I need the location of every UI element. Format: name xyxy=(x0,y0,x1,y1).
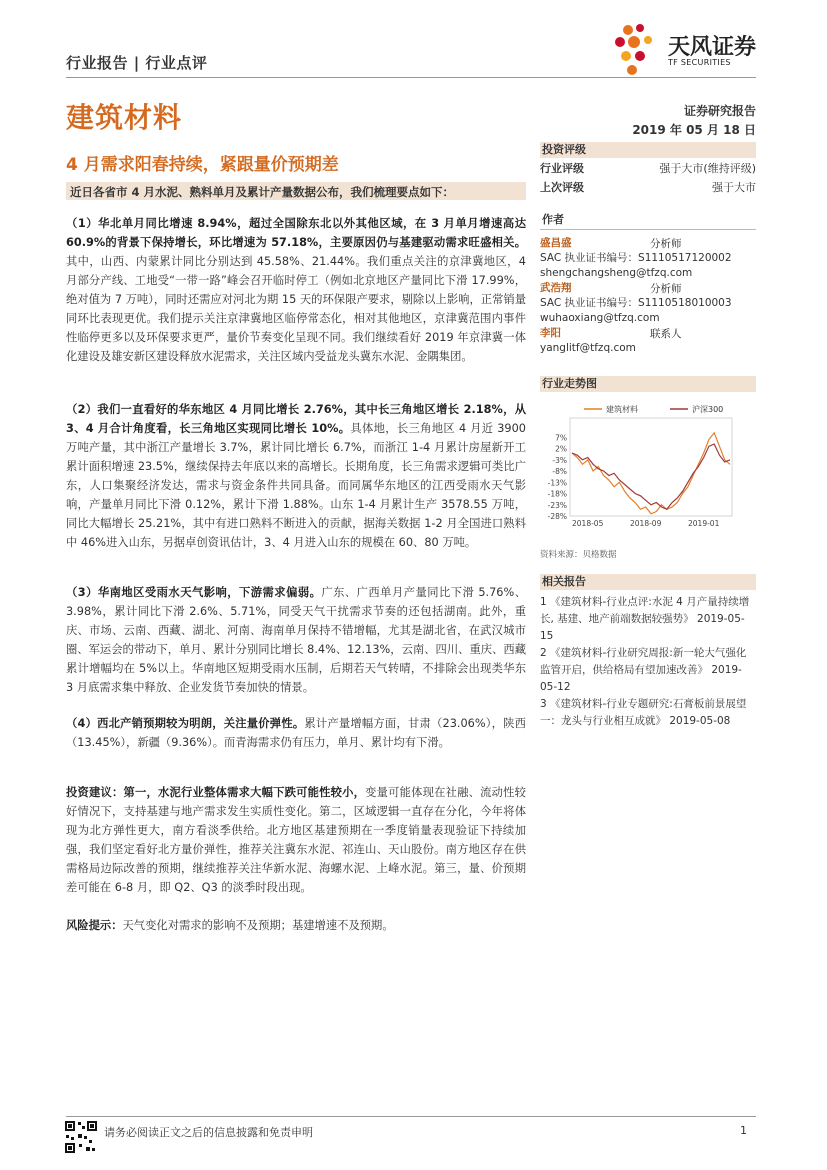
footer-divider xyxy=(66,1116,756,1117)
report-subtitle: 近日各省市 4 月水泥、熟料单月及累计产量数据公布，我们梳理要点如下： xyxy=(70,185,455,199)
analyst-2 xyxy=(540,281,732,326)
paragraph-1 xyxy=(66,214,526,366)
y-tick-label: -28% xyxy=(547,512,567,521)
author-divider xyxy=(540,229,756,230)
x-tick-label: 2018-09 xyxy=(630,519,662,528)
analyst-1-email[interactable]: shengchangsheng@tfzq.com xyxy=(540,267,693,279)
series-line-csi300 xyxy=(572,444,730,509)
research-report-label: 证券研究报告 xyxy=(683,104,756,118)
analyst-3-role: 联系人 xyxy=(650,328,682,340)
chart-frame xyxy=(570,418,732,516)
investment-advice xyxy=(66,783,526,897)
investment-advice-text: 变量可能体现在社融、流动性较好情况下，支持基建与地产需求发生实质性变化。第二，区域逻辑一直存在分化，今年将体现为北方弹性更大，南方看淡季供给。北方地区基建预期在一季度销量表现验证下持续加强，我们坚定看好北方量价弹性，推荐关注冀东水泥、祁连山、天山股份。南方地区存在供需格局边际改善的预期，继续推荐关注华新水泥、海螺水泥、上峰水泥。第三，量、价预期差可能在 6-8 月，即 Q2、Q3 的淡季时段出现。 xyxy=(66,786,526,894)
risk-warning-text: 天气变化对需求的影响不及预期；基建增速不及预期。 xyxy=(122,919,394,932)
y-tick-label: -13% xyxy=(547,478,567,488)
industry-rating-label: 行业评级 xyxy=(540,162,584,175)
report-title: 4 月需求阳春持续，紧跟量价预期差 xyxy=(66,155,339,175)
related-report-2[interactable]: 2 《建筑材料-行业研究周报:新一轮大气强化监管开启，供给格局有望加速改善》 2019-05-12 xyxy=(540,647,747,693)
logo-text-cn: 天风证券 xyxy=(668,35,757,60)
trend-heading: 行业走势图 xyxy=(540,376,756,392)
paragraph-1-text: 其中，山西、内蒙累计同比分别达到 45.58%、21.44%。我们重点关注的京津冀地区，4 月部分产线、工地受“一带一路”峰会召开临时停工（例如北京地区产量同比下滑 17.99%，绝对值为 7 万吨），同时还需应对河北为期 15 天的环保限产要求，剔除以上影响，正常销量同环比表现更优。我们提示关注京津冀地区临停常态化，相对其他地区，京津冀范围内事件性临停更多以及环保要求更严，量价节奏变化呈现不同。我们继续看好 2019 年京津冀一体化建设及雄安新区建设释放水泥需求，关注区域内受益龙头冀东水泥、金隅集团。 xyxy=(66,255,526,363)
paragraph-3 xyxy=(66,583,526,697)
risk-warning xyxy=(66,916,526,935)
industry-rating-row xyxy=(540,161,756,177)
analyst-3-email[interactable]: yanglitf@tfzq.com xyxy=(540,342,636,354)
paragraph-1-bold: （1）华北单月同比增速 8.94%，超过全国除东北以外其他区域，在 3 月单月增速高达 60.9%的背景下保持增长，环比增速为 57.18%，主要原因仍与基建驱动需求旺盛相关。 xyxy=(66,217,526,249)
paragraph-2 xyxy=(66,400,526,552)
industry-trend-chart xyxy=(540,398,756,532)
chart-source: 资料来源：贝格数据 xyxy=(540,550,617,560)
paragraph-2-text: 具体地，长三角地区 4 月近 3900 万吨产量，其中浙江产量增长 3.7%，累计同比增长 6.7%，而浙江 1-4 月累计房屋新开工累计面积增速 23.5%，继续保持去年底以来的高增长。长期角度，长三角需求逻辑可类比广东，人口集聚经济发达，需求与资金条件共同具备。而同属华东地区的江西受雨水天气影响，产量单月同比下滑 0.12%，累计下滑 1.88%。山东 1-4 月累计生产 3578.55 万吨，同比大幅增长 25.21%，其中有进口熟料不断进入的贡献，据海关数据 1-2 月全国进口熟料中 46%进入山东，另据卓创资讯估计，3、4 月进入山东的规模在 60、80 万吨。 xyxy=(66,422,526,549)
y-tick-label: -23% xyxy=(547,500,567,510)
qr-code-icon xyxy=(64,1120,98,1154)
analyst-2-cert: SAC 执业证书编号：S1110518010003 xyxy=(540,297,732,309)
author-heading: 作者 xyxy=(542,213,564,226)
prev-rating-label: 上次评级 xyxy=(540,181,584,194)
legend-label: 建筑材料 xyxy=(606,405,638,414)
paragraph-4-bold: （4）西北产销预期较为明朗，关注量价弹性。 xyxy=(66,717,305,730)
paragraph-3-text: 广东、广西单月产量同比下滑 5.76%、3.98%，累计同比下滑 2.6%、5.71%，同受天气干扰需求节奏的还包括湖南。此外，重庆、市场、云南、西藏、湖北、河南、海南单月保持不错增幅，尤其是湖北省，在武汉城市圈、军运会的带动下，单月、累计分别同比增长 8.4%、12.13%，云南、四川、重庆、西藏累计增幅均在 5%以上。华南地区短期受雨水压制，后期若天气转晴，不排除会出现类华东 3 月底需求集中释放、企业发货节奏加快的情景。 xyxy=(66,586,526,694)
report-date: 2019 年 05 月 18 日 xyxy=(632,123,756,137)
y-tick-label: -18% xyxy=(547,489,567,499)
industry-rating-value: 强于大市(维持评级) xyxy=(659,162,756,175)
related-heading: 相关报告 xyxy=(540,574,756,590)
prev-rating-value: 强于大市 xyxy=(712,181,756,194)
investment-advice-bold: 投资建议：第一，水泥行业整体需求大幅下跌可能性较小， xyxy=(66,786,366,799)
related-report-1[interactable]: 1 《建筑材料-行业点评:水泥 4 月产量持续增长, 基建、地产前端数据较强势》 2019-05-15 xyxy=(540,596,750,642)
industry-title: 建筑材料 xyxy=(66,101,183,134)
paragraph-2-bold: （2）我们一直看好的华东地区 4 月同比增长 2.76%，其中长三角地区增长 2.18%，从 3、4 月合计角度看，长三角地区实现同比增长 10%。 xyxy=(66,403,526,435)
analyst-1 xyxy=(540,236,732,281)
y-tick-label: 7% xyxy=(555,433,567,443)
y-tick-label: 2% xyxy=(555,444,567,454)
series-line-building-materials xyxy=(572,433,730,514)
paragraph-4-text: 累计产量增幅方面，甘肃（23.06%），陕西（13.45%），新疆（9.36%）。而青海需求仍有压力，单月、累计均有下滑。 xyxy=(66,717,526,749)
page-number: 1 xyxy=(740,1124,747,1137)
analyst-1-cert: SAC 执业证书编号：S1110517120002 xyxy=(540,252,732,264)
paragraph-4 xyxy=(66,714,526,752)
analyst-3 xyxy=(540,326,636,356)
analyst-3-name: 李阳 xyxy=(540,327,561,339)
analyst-2-role: 分析师 xyxy=(650,283,682,295)
legend-label: 沪深300 xyxy=(692,405,724,414)
logo-text-en: TF SECURITIES xyxy=(668,58,731,67)
paragraph-3-bold: （3）华南地区受雨水天气影响，下游需求偏弱。 xyxy=(66,586,322,599)
x-tick-label: 2018-05 xyxy=(572,519,604,528)
y-tick-label: -3% xyxy=(552,455,567,465)
analyst-1-name: 盛昌盛 xyxy=(540,237,572,249)
report-type: 行业报告 | 行业点评 xyxy=(66,54,208,72)
y-tick-label: -8% xyxy=(552,467,567,476)
footer-disclaimer: 请务必阅读正文之后的信息披露和免责申明 xyxy=(104,1126,313,1139)
x-tick-label: 2019-01 xyxy=(688,519,720,528)
related-report-3[interactable]: 3 《建筑材料-行业专题研究:石膏板前景展望一：龙头与行业相互成就》 2019-05-08 xyxy=(540,698,747,727)
analyst-1-role: 分析师 xyxy=(650,238,682,250)
prev-rating-row xyxy=(540,180,756,196)
analyst-2-name: 武浩翔 xyxy=(540,282,572,294)
risk-warning-bold: 风险提示： xyxy=(66,919,123,932)
rating-heading: 投资评级 xyxy=(540,142,756,158)
analyst-2-email[interactable]: wuhaoxiang@tfzq.com xyxy=(540,312,660,324)
